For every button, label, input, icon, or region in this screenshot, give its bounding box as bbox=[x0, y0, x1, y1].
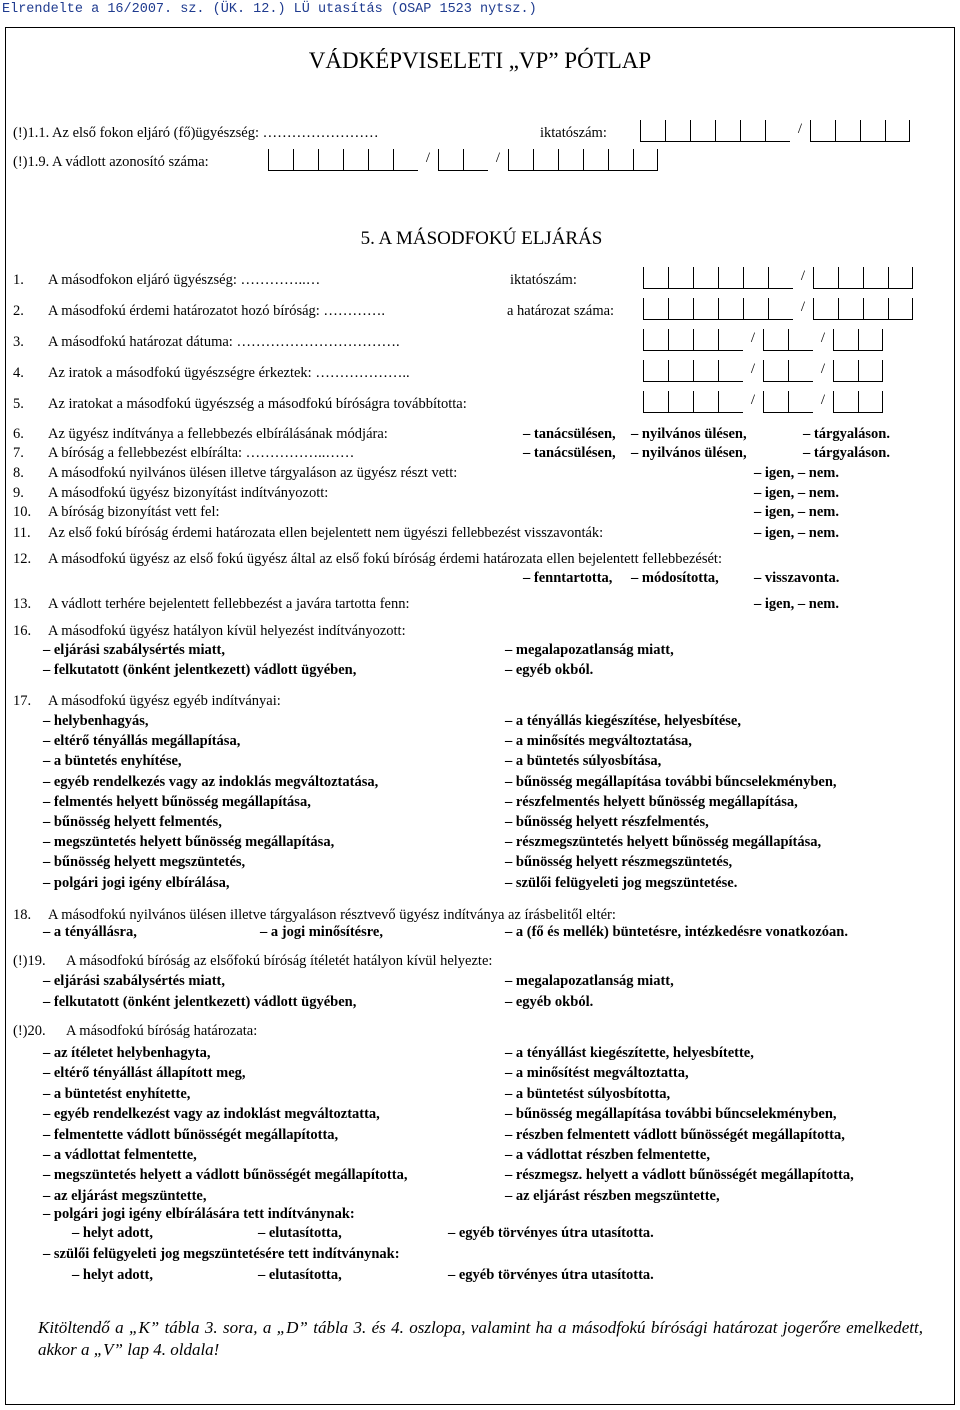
q20-custody-accepted[interactable]: – helyt adott, bbox=[72, 1267, 153, 1283]
q20-custody-rejected[interactable]: – elutasította, bbox=[258, 1267, 342, 1283]
q17-option[interactable]: – bűnösség helyett felmentés, bbox=[43, 814, 222, 830]
digit-box[interactable] bbox=[743, 267, 768, 289]
digit-box[interactable] bbox=[813, 298, 838, 320]
q16-option[interactable]: – egyéb okból. bbox=[505, 662, 594, 678]
q17-option[interactable]: – a minősítés megváltoztatása, bbox=[505, 733, 692, 750]
q8-number: 8. bbox=[13, 465, 24, 481]
digit-box[interactable] bbox=[838, 267, 863, 289]
q20-option[interactable]: – a büntetést enyhítette, bbox=[43, 1085, 191, 1102]
q10-label: A bíróság bizonyítást vett fel: bbox=[48, 504, 220, 520]
q19-option[interactable]: – egyéb okból. bbox=[505, 994, 594, 1010]
q6-option-public[interactable]: – nyilvános ülésen, bbox=[631, 426, 747, 442]
digit-box[interactable] bbox=[533, 149, 558, 171]
digit-box[interactable] bbox=[558, 149, 583, 171]
separator-slash: / bbox=[800, 268, 806, 284]
digit-box[interactable] bbox=[858, 391, 883, 413]
row1-label: A másodfokon eljáró ügyészség: …………..… bbox=[48, 272, 321, 288]
digit-box[interactable] bbox=[863, 267, 888, 289]
q20-option[interactable]: – az eljárást részben megszüntette, bbox=[505, 1187, 720, 1204]
digit-box[interactable] bbox=[463, 149, 488, 171]
row3-date-boxes[interactable] bbox=[643, 329, 883, 351]
q6-option-council[interactable]: – tanácsülésen, bbox=[523, 426, 616, 442]
iktatoszam-label: iktatószám: bbox=[540, 125, 607, 141]
digit-box[interactable] bbox=[693, 360, 718, 382]
q17-option[interactable]: – eltérő tényállás megállapítása, bbox=[43, 733, 241, 750]
q7-number: 7. bbox=[13, 445, 24, 461]
row2-boxes[interactable] bbox=[643, 298, 913, 320]
separator-slash: / bbox=[750, 361, 756, 377]
row4-date-boxes[interactable] bbox=[643, 360, 883, 382]
digit-box[interactable] bbox=[665, 120, 690, 142]
defendant-id-label: (!)1.9. A vádlott azonosító száma: bbox=[13, 154, 209, 170]
q17-option[interactable]: – egyéb rendelkezés vagy az indoklás megváltoztatása, bbox=[43, 773, 379, 790]
digit-box[interactable] bbox=[718, 360, 743, 382]
q20-number: (!)20. bbox=[13, 1023, 46, 1039]
digit-box[interactable] bbox=[643, 360, 668, 382]
q20-option[interactable]: – a minősítést megváltoztatta, bbox=[505, 1065, 689, 1082]
digit-box[interactable] bbox=[788, 329, 813, 351]
digit-box[interactable] bbox=[740, 120, 765, 142]
q16-label: A másodfokú ügyész hatályon kívül helyezést indítványozott: bbox=[48, 623, 406, 639]
digit-box[interactable] bbox=[693, 391, 718, 413]
row1-iktatoszam-label: iktatószám: bbox=[510, 272, 577, 288]
digit-box[interactable] bbox=[765, 120, 790, 142]
digit-box[interactable] bbox=[833, 391, 858, 413]
digit-box[interactable] bbox=[668, 267, 693, 289]
q10-yes-no[interactable]: – igen, – nem. bbox=[754, 504, 839, 520]
digit-box[interactable] bbox=[743, 298, 768, 320]
digit-box[interactable] bbox=[343, 149, 368, 171]
digit-box[interactable] bbox=[668, 298, 693, 320]
digit-box[interactable] bbox=[763, 360, 788, 382]
q20-option[interactable]: – az ítéletet helybenhagyta, bbox=[43, 1045, 211, 1061]
digit-box[interactable] bbox=[693, 298, 718, 320]
row1-boxes[interactable] bbox=[643, 267, 913, 289]
q19-label: A másodfokú bíróság az elsőfokú bíróság ítéletét hatályon kívül helyezte: bbox=[66, 953, 493, 969]
digit-box[interactable] bbox=[393, 149, 418, 171]
q17-option[interactable]: – a büntetés enyhítése, bbox=[43, 753, 182, 770]
digit-box[interactable] bbox=[763, 391, 788, 413]
q13-number: 13. bbox=[13, 596, 32, 612]
q20-option[interactable]: – a büntetést súlyosbította, bbox=[505, 1085, 671, 1102]
q16-option[interactable]: – felkutatott (önként jelentkezett) vádlott ügyében, bbox=[43, 662, 357, 678]
q12-label: A másodfokú ügyész az első fokú ügyész által az első fokú bíróság érdemi határozata ellen bejelentett fellebbezését: bbox=[48, 551, 722, 567]
row3-label: A másodfokú határozat dátuma: ……………………………. bbox=[48, 334, 400, 350]
first-instance-label: (!)1.1. Az első fokon eljáró (fő)ügyészség: …………………… bbox=[13, 125, 379, 141]
q17-option[interactable]: – bűnösség helyett részfelmentés, bbox=[505, 814, 709, 830]
digit-box[interactable] bbox=[858, 360, 883, 382]
digit-box[interactable] bbox=[643, 298, 668, 320]
q20-civil-claim-label: – polgári jogi igény elbírálására tett indítványnak: bbox=[43, 1206, 355, 1222]
separator-slash: / bbox=[800, 299, 806, 315]
digit-box[interactable] bbox=[368, 149, 393, 171]
q9-yes-no[interactable]: – igen, – nem. bbox=[754, 485, 839, 501]
digit-box[interactable] bbox=[813, 267, 838, 289]
q17-label: A másodfokú ügyész egyéb indítványai: bbox=[48, 693, 281, 709]
q20-civil-rejected[interactable]: – elutasította, bbox=[258, 1225, 342, 1241]
footer-note: Kitöltendő a „K” tábla 3. sora, a „D” tábla 3. és 4. oszlopa, valamint ha a másodfokú bírósági határozat jogerőre emelkedett, akkor a „V” lap 4. oldala! bbox=[38, 1318, 923, 1359]
digit-box[interactable] bbox=[788, 360, 813, 382]
q17-option[interactable]: – bűnösség helyett részmegszüntetés, bbox=[505, 854, 733, 871]
digit-box[interactable] bbox=[508, 149, 533, 171]
q18-label: A másodfokú nyilvános ülésen illetve tárgyaláson résztvevő ügyész indítványa az írásbelitől eltér: bbox=[48, 907, 616, 923]
q17-option[interactable]: – felmentés helyett bűnösség megállapítása, bbox=[43, 793, 311, 810]
digit-box[interactable] bbox=[768, 298, 793, 320]
row5-date-boxes[interactable] bbox=[643, 391, 883, 413]
q18-number: 18. bbox=[13, 907, 32, 923]
digit-box[interactable] bbox=[268, 149, 293, 171]
q20-custody-other-route[interactable]: – egyéb törvényes útra utasította. bbox=[448, 1267, 654, 1283]
separator-slash: / bbox=[495, 150, 501, 166]
digit-box[interactable] bbox=[668, 391, 693, 413]
q11-number: 11. bbox=[13, 525, 31, 541]
row2-label: A másodfokú érdemi határozatot hozó bíróság: …………. bbox=[48, 303, 386, 319]
q6-label: Az ügyész indítványa a fellebbezés elbírálásának módjára: bbox=[48, 426, 388, 442]
digit-box[interactable] bbox=[643, 267, 668, 289]
digit-box[interactable] bbox=[715, 120, 740, 142]
q20-option[interactable]: – a vádlottat felmentette, bbox=[43, 1147, 197, 1163]
digit-box[interactable] bbox=[690, 120, 715, 142]
q17-option[interactable]: – részfelmentés helyett bűnösség megállapítása, bbox=[505, 793, 798, 810]
q9-label: A másodfokú ügyész bizonyítást indítványozott: bbox=[48, 485, 329, 501]
q17-option[interactable]: – bűnösség helyett megszüntetés, bbox=[43, 854, 246, 871]
digit-box[interactable] bbox=[838, 298, 863, 320]
q20-custody-label: – szülői felügyeleti jog megszüntetésére tett indítványnak: bbox=[43, 1246, 400, 1262]
digit-box[interactable] bbox=[788, 391, 813, 413]
digit-box[interactable] bbox=[668, 329, 693, 351]
separator-slash: / bbox=[797, 121, 803, 137]
q20-option[interactable]: – egyéb rendelkezést vagy az indoklást megváltoztatta, bbox=[43, 1106, 380, 1123]
digit-box[interactable] bbox=[810, 120, 835, 142]
q11-label: Az első fokú bíróság érdemi határozata ellen bejelentett nem ügyészi fellebbezést visszavonták: bbox=[48, 525, 604, 541]
digit-box[interactable] bbox=[633, 149, 658, 171]
digit-box[interactable] bbox=[693, 267, 718, 289]
q19-option[interactable]: – megalapozatlanság miatt, bbox=[505, 973, 674, 989]
digit-box[interactable] bbox=[438, 149, 463, 171]
digit-box[interactable] bbox=[718, 267, 743, 289]
row3-number: 3. bbox=[13, 334, 24, 350]
q20-option[interactable]: – a vádlottat részben felmentette, bbox=[505, 1147, 710, 1163]
q20-civil-other-route[interactable]: – egyéb törvényes útra utasította. bbox=[448, 1225, 654, 1241]
q13-yes-no[interactable]: – igen, – nem. bbox=[754, 596, 839, 612]
q20-option[interactable]: – felmentette vádlott bűnösségét megállapította, bbox=[43, 1126, 339, 1143]
row4-label: Az iratok a másodfokú ügyészségre érkeztek: ……………….. bbox=[48, 365, 410, 381]
q12-option-withdrawn[interactable]: – visszavonta. bbox=[754, 570, 840, 586]
separator-slash: / bbox=[820, 392, 826, 408]
q17-option[interactable]: – helybenhagyás, bbox=[43, 713, 149, 729]
q10-number: 10. bbox=[13, 504, 32, 520]
defendant-id-boxes[interactable] bbox=[268, 149, 658, 171]
digit-box[interactable] bbox=[643, 391, 668, 413]
digit-box[interactable] bbox=[833, 360, 858, 382]
digit-box[interactable] bbox=[885, 120, 910, 142]
row4-number: 4. bbox=[13, 365, 24, 381]
q17-option[interactable]: – bűnösség megállapítása további bűncselekményben, bbox=[505, 773, 837, 790]
row5-number: 5. bbox=[13, 396, 24, 412]
q12-option-modified[interactable]: – módosította, bbox=[631, 570, 719, 586]
digit-box[interactable] bbox=[668, 360, 693, 382]
digit-box[interactable] bbox=[718, 391, 743, 413]
q19-number: (!)19. bbox=[13, 953, 46, 969]
q18-option-legal[interactable]: – a jogi minősítésre, bbox=[260, 924, 383, 940]
digit-box[interactable] bbox=[768, 267, 793, 289]
q18-option-facts[interactable]: – a tényállásra, bbox=[43, 924, 137, 940]
q12-option-maintained[interactable]: – fenntartotta, bbox=[523, 570, 613, 586]
q7-option-council[interactable]: – tanácsülésen, bbox=[523, 445, 616, 461]
digit-box[interactable] bbox=[833, 329, 858, 351]
case-number-boxes[interactable] bbox=[640, 120, 910, 142]
q8-yes-no[interactable]: – igen, – nem. bbox=[754, 465, 839, 481]
q6-option-trial[interactable]: – tárgyaláson. bbox=[803, 426, 890, 442]
digit-box[interactable] bbox=[888, 267, 913, 289]
q17-number: 17. bbox=[13, 693, 32, 709]
digit-box[interactable] bbox=[763, 329, 788, 351]
digit-box[interactable] bbox=[863, 298, 888, 320]
q9-number: 9. bbox=[13, 485, 24, 501]
q16-number: 16. bbox=[13, 623, 32, 639]
q20-label: A másodfokú bíróság határozata: bbox=[66, 1023, 258, 1039]
q20-option[interactable]: – részben felmentett vádlott bűnösségét megállapította, bbox=[505, 1126, 845, 1143]
q20-option[interactable]: – bűnösség megállapítása további bűncselekményben, bbox=[505, 1106, 837, 1123]
q19-option[interactable]: – felkutatott (önként jelentkezett) vádlott ügyében, bbox=[43, 994, 357, 1010]
q17-option[interactable]: – megszüntetés helyett bűnösség megállapítása, bbox=[43, 834, 335, 851]
q20-civil-accepted[interactable]: – helyt adott, bbox=[72, 1225, 153, 1241]
q16-option[interactable]: – eljárási szabálysértés miatt, bbox=[43, 642, 226, 658]
q8-label: A másodfokú nyilvános ülésen illetve tárgyaláson az ügyész részt vett: bbox=[48, 465, 458, 481]
digit-box[interactable] bbox=[835, 120, 860, 142]
separator-slash: / bbox=[820, 330, 826, 346]
form-title: VÁDKÉPVISELETI „VP” PÓTLAP bbox=[308, 48, 652, 73]
q19-option[interactable]: – eljárási szabálysértés miatt, bbox=[43, 973, 226, 989]
q17-option[interactable]: – polgári jogi igény elbírálása, bbox=[43, 874, 230, 891]
digit-box[interactable] bbox=[643, 329, 668, 351]
digit-box[interactable] bbox=[640, 120, 665, 142]
q20-option[interactable]: – eltérő tényállást állapított meg, bbox=[43, 1065, 246, 1082]
separator-slash: / bbox=[425, 150, 431, 166]
q17-option[interactable]: – a büntetés súlyosbítása, bbox=[505, 753, 662, 770]
q17-option[interactable]: – a tényállás kiegészítése, helyesbítése, bbox=[505, 713, 741, 729]
q12-number: 12. bbox=[13, 551, 32, 567]
digit-box[interactable] bbox=[718, 329, 743, 351]
q20-option[interactable]: – részmegsz. helyett a vádlott bűnösségét megállapította, bbox=[505, 1167, 854, 1184]
digit-box[interactable] bbox=[693, 329, 718, 351]
row5-label: Az iratokat a másodfokú ügyészség a másodfokú bíróságra továbbította: bbox=[48, 396, 467, 412]
q20-option[interactable]: – megszüntetés helyett a vádlott bűnösségét megállapította, bbox=[43, 1167, 408, 1184]
row1-number: 1. bbox=[13, 272, 24, 288]
q7-option-public[interactable]: – nyilvános ülésen, bbox=[631, 445, 747, 461]
separator-slash: / bbox=[820, 361, 826, 377]
q17-option[interactable]: – részmegszüntetés helyett bűnösség megállapítása, bbox=[505, 834, 822, 851]
q7-option-trial[interactable]: – tárgyaláson. bbox=[803, 445, 890, 461]
section-title: 5. A MÁSODFOKÚ ELJÁRÁS bbox=[360, 228, 603, 249]
separator-slash: / bbox=[750, 392, 756, 408]
q17-option[interactable]: – szülői felügyeleti jog megszüntetése. bbox=[505, 874, 738, 891]
digit-box[interactable] bbox=[858, 329, 883, 351]
digit-box[interactable] bbox=[583, 149, 608, 171]
separator-slash: / bbox=[750, 330, 756, 346]
q16-option[interactable]: – megalapozatlanság miatt, bbox=[505, 642, 674, 658]
digit-box[interactable] bbox=[718, 298, 743, 320]
digit-box[interactable] bbox=[888, 298, 913, 320]
q20-option[interactable]: – a tényállást kiegészítette, helyesbítette, bbox=[505, 1045, 754, 1061]
q11-yes-no[interactable]: – igen, – nem. bbox=[754, 525, 839, 541]
q20-option[interactable]: – az eljárást megszüntette, bbox=[43, 1187, 207, 1204]
digit-box[interactable] bbox=[293, 149, 318, 171]
q13-label: A vádlott terhére bejelentett fellebbezést a javára tartotta fenn: bbox=[48, 596, 410, 612]
row2-number: 2. bbox=[13, 303, 24, 319]
q6-number: 6. bbox=[13, 426, 24, 442]
row2-decision-number-label: a határozat száma: bbox=[507, 303, 615, 319]
header-line: Elrendelte a 16/2007. sz. (ÜK. 12.) LÜ utasítás (OSAP 1523 nytsz.) bbox=[2, 2, 537, 17]
q7-label: A bíróság a fellebbezést elbírálta: ……………..…… bbox=[48, 445, 355, 461]
digit-box[interactable] bbox=[860, 120, 885, 142]
digit-box[interactable] bbox=[318, 149, 343, 171]
q18-option-penalty[interactable]: – a (fő és mellék) büntetésre, intézkedésre vonatkozóan. bbox=[505, 924, 848, 940]
digit-box[interactable] bbox=[608, 149, 633, 171]
